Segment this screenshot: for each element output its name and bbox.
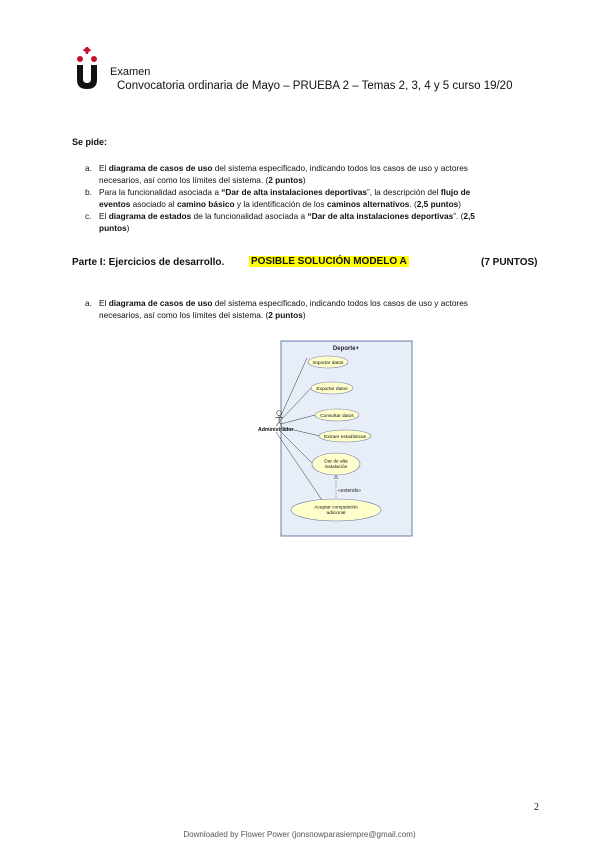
solution-highlight: POSIBLE SOLUCIÓN MODELO A [251, 256, 407, 267]
intro-label: Se pide: [72, 137, 108, 147]
rich-line: El diagrama de casos de uso del sistema especificado, indicando todos los casos de uso y actores [99, 163, 468, 173]
use-case-label: Dar de alta [324, 459, 348, 465]
bold-text: caminos alternativos [326, 199, 410, 209]
bold-text: diagrama de casos de uso [108, 163, 213, 173]
use-case [319, 430, 371, 442]
use-case-label: instalación [324, 465, 348, 470]
rich-line: necesarios, así como los límites del sistema. (2 puntos) [99, 175, 306, 185]
bold-text: 2 puntos [268, 175, 303, 185]
rich-line: El diagrama de casos de uso del sistema especificado, indicando todos los casos de uso y actores [99, 298, 468, 308]
intro-list [85, 162, 545, 234]
use-case-diagram [258, 338, 414, 538]
use-case-label: Exportar datos [316, 386, 348, 392]
rich-line: puntos) [99, 223, 130, 233]
download-footer: Downloaded by Flower Power (jonsnowparasiempre@gmail.com) [183, 830, 416, 839]
bold-text: “Dar de alta instalaciones deportivas [221, 187, 367, 197]
bold-text: 2,5 [463, 211, 475, 221]
bold-text: camino básico [176, 199, 235, 209]
page-number: 2 [534, 802, 539, 813]
intro-item-c [85, 210, 545, 234]
answer-item-a [85, 297, 545, 321]
bold-text: puntos [99, 223, 127, 233]
use-case-label: Extraer estadísticas [323, 434, 367, 440]
intro-item-a [85, 162, 545, 186]
university-logo-icon [74, 46, 100, 90]
use-case [291, 499, 381, 521]
rich-line: necesarios, así como los límites del sistema. (2 puntos) [99, 310, 306, 320]
list-marker: a. [85, 163, 92, 173]
bold-text: diagrama de estados [108, 211, 192, 221]
list-marker: a. [85, 298, 92, 308]
rich-line: Para la funcionalidad asociada a “Dar de alta instalaciones deportivas”, la descripción del flujo de [99, 187, 471, 197]
intro-item-b [85, 186, 545, 210]
use-case [311, 382, 353, 394]
system-name: Deporte+ [332, 346, 360, 352]
actor-name: Administrador [258, 427, 294, 433]
bold-text: flujo de [440, 187, 471, 197]
bold-text: diagrama de casos de uso [108, 298, 213, 308]
header-title: Examen [110, 66, 151, 78]
section-title: Parte I: Ejercicios de desarrollo. [72, 257, 225, 268]
use-case-label: adicional [326, 511, 346, 516]
list-marker: c. [85, 211, 92, 221]
bold-text: 2 puntos [268, 310, 303, 320]
use-case-label: Importar datos [312, 360, 344, 366]
use-case-label: Consultar datos [320, 413, 354, 419]
use-case-label: Aceptar competición [314, 505, 358, 511]
bold-text: 2,5 puntos [416, 199, 459, 209]
bold-text: “Dar de alta instalaciones deportivas [307, 211, 454, 221]
extends-label: «extends» [338, 488, 362, 494]
bold-text: eventos [99, 199, 131, 209]
use-case [312, 453, 360, 475]
use-case [308, 356, 348, 368]
rich-line: eventos asociado al camino básico y la identificación de los caminos alternativos. (2,5 puntos) [99, 199, 462, 209]
use-case [315, 409, 359, 421]
list-marker: b. [85, 187, 92, 197]
header-subtitle: Convocatoria ordinaria de Mayo – PRUEBA 2 – Temas 2, 3, 4 y 5 curso 19/20 [117, 80, 513, 92]
section-points: (7 PUNTOS) [481, 257, 538, 268]
answer-list [85, 297, 545, 321]
rich-line: El diagrama de estados de la funcionalidad asociada a “Dar de alta instalaciones deportivas”. (2,5 [99, 211, 475, 221]
